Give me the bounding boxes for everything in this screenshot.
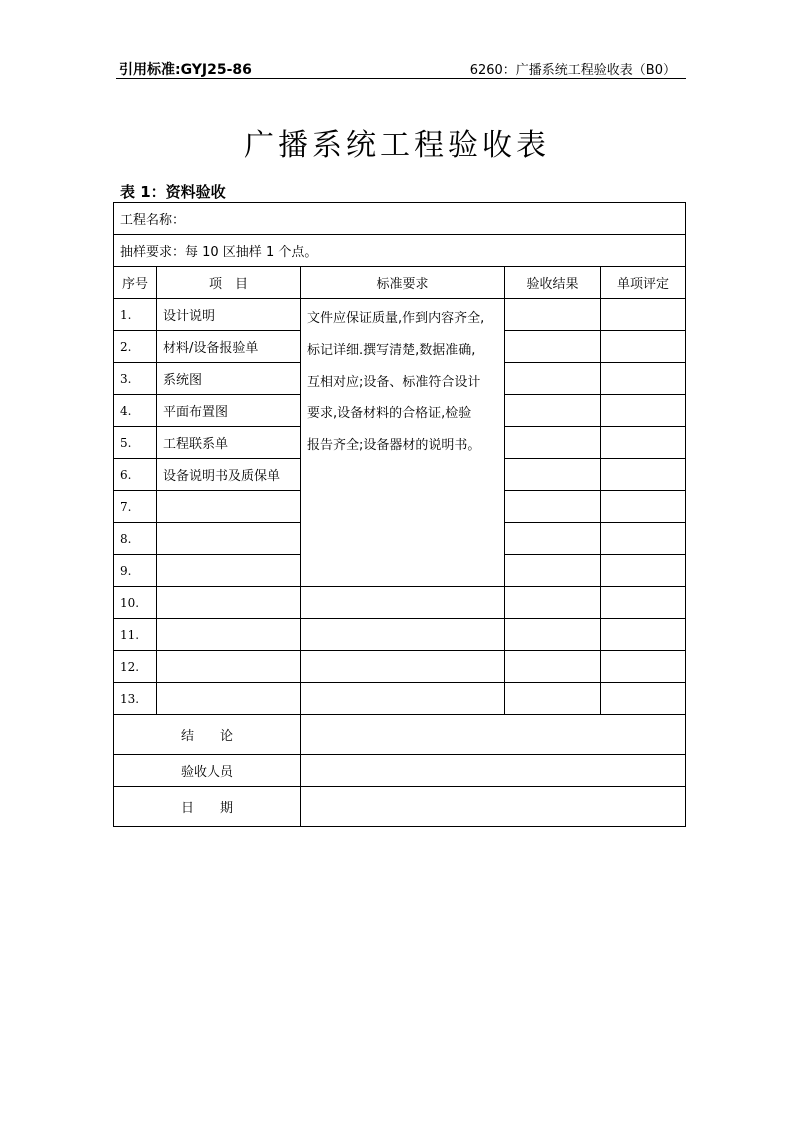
row-rating-field[interactable] (601, 683, 686, 715)
row-result-field[interactable] (505, 427, 601, 459)
row-item: 系统图 (157, 363, 301, 395)
row-rating-field[interactable] (601, 651, 686, 683)
standard-requirement (301, 299, 505, 587)
row-item (157, 523, 301, 555)
row-standard (301, 587, 505, 619)
row-rating-field[interactable] (601, 395, 686, 427)
row-seq: 4. (114, 395, 157, 427)
row-result-field[interactable] (505, 619, 601, 651)
inspector-field[interactable] (301, 755, 686, 787)
row-rating-field[interactable] (601, 587, 686, 619)
row-result-field[interactable] (505, 299, 601, 331)
col-header-standard: 标准要求 (301, 267, 505, 299)
table-row (114, 619, 686, 651)
row-result-field[interactable] (505, 523, 601, 555)
row-seq: 3. (114, 363, 157, 395)
conclusion-field[interactable] (301, 715, 686, 755)
row-seq: 9. (114, 555, 157, 587)
form-code: 6260：广播系统工程验收表（B0） (469, 63, 676, 78)
standard-line: 报告齐全;设备器材的说明书。 (307, 438, 481, 454)
row-seq: 12. (114, 651, 157, 683)
row-seq: 2. (114, 331, 157, 363)
row-item (157, 651, 301, 683)
row-seq: 10. (114, 587, 157, 619)
row-seq: 1. (114, 299, 157, 331)
inspector-label: 验收人员 (114, 755, 301, 787)
row-item: 平面布置图 (157, 395, 301, 427)
reference-standard: 引用标准:GYJ25-86 (119, 62, 252, 78)
row-seq: 13. (114, 683, 157, 715)
row-result-field[interactable] (505, 587, 601, 619)
row-item (157, 587, 301, 619)
standard-line: 文件应保证质量,作到内容齐全, (307, 311, 485, 326)
col-header-rating: 单项评定 (601, 267, 686, 299)
row-seq: 8. (114, 523, 157, 555)
row-result-field[interactable] (505, 555, 601, 587)
row-result-field[interactable] (505, 395, 601, 427)
row-rating-field[interactable] (601, 523, 686, 555)
col-header-result: 验收结果 (505, 267, 601, 299)
table-row (114, 587, 686, 619)
row-standard (301, 651, 505, 683)
row-standard (301, 619, 505, 651)
date-field[interactable] (301, 787, 686, 827)
conclusion-label: 结 论 (114, 715, 301, 755)
col-header-seq: 序号 (114, 267, 157, 299)
row-seq: 5. (114, 427, 157, 459)
row-rating-field[interactable] (601, 491, 686, 523)
row-rating-field[interactable] (601, 363, 686, 395)
standard-line: 互相对应;设备、标准符合设计 (307, 374, 481, 390)
date-label: 日 期 (114, 787, 301, 827)
row-result-field[interactable] (505, 651, 601, 683)
sampling-row (114, 235, 686, 267)
row-rating-field[interactable] (601, 331, 686, 363)
row-result-field[interactable] (505, 491, 601, 523)
row-item (157, 491, 301, 523)
conclusion-row (114, 715, 686, 755)
row-item: 设计说明 (157, 299, 301, 331)
row-rating-field[interactable] (601, 459, 686, 491)
table-caption: 表 1：资料验收 (120, 183, 226, 201)
project-name-label[interactable]: 工程名称： (114, 203, 686, 235)
row-result-field[interactable] (505, 363, 601, 395)
standard-line: 要求,设备材料的合格证,检验 (307, 406, 472, 422)
row-item: 设备说明书及质保单 (157, 459, 301, 491)
page-header (116, 56, 686, 79)
row-seq: 7. (114, 491, 157, 523)
row-item (157, 683, 301, 715)
row-rating-field[interactable] (601, 299, 686, 331)
table-row (114, 683, 686, 715)
row-item: 材料/设备报验单 (157, 331, 301, 363)
row-rating-field[interactable] (601, 427, 686, 459)
row-item (157, 619, 301, 651)
header-row (114, 267, 686, 299)
row-result-field[interactable] (505, 683, 601, 715)
row-item: 工程联系单 (157, 427, 301, 459)
row-item (157, 555, 301, 587)
row-rating-field[interactable] (601, 619, 686, 651)
row-result-field[interactable] (505, 459, 601, 491)
row-seq: 11. (114, 619, 157, 651)
row-seq: 6. (114, 459, 157, 491)
row-standard (301, 683, 505, 715)
project-name-row (114, 203, 686, 235)
row-result-field[interactable] (505, 331, 601, 363)
table-row (114, 299, 686, 331)
standard-line: 标记详细.撰写清楚,数据准确, (307, 342, 476, 358)
table-body (114, 299, 686, 715)
acceptance-table (113, 202, 686, 827)
date-row (114, 787, 686, 827)
sampling-requirement: 抽样要求：每 10 区抽样 1 个点。 (114, 235, 686, 267)
table-row (114, 651, 686, 683)
document-title: 广播系统工程验收表 (244, 128, 550, 163)
inspector-row (114, 755, 686, 787)
row-rating-field[interactable] (601, 555, 686, 587)
col-header-item: 项 目 (157, 267, 301, 299)
